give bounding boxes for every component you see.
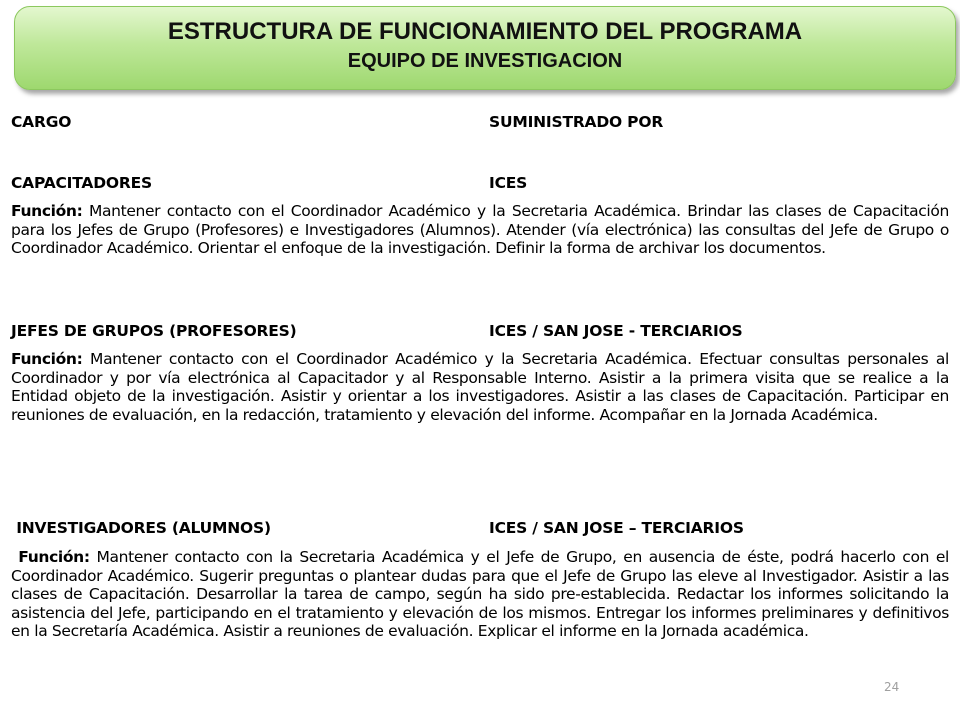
function-text: Mantener contacto con el Coordinador Académico y la Secretaria Académica. Brindar las clases de Capacitación para los Jefes de Grupo (Profesores) e Investigadores (Alumnos). Atender (vía electrónica) las consultas del Jefe de Grupo o Coordinador Académico. Orientar el enfoque de la investigación. Definir la forma de archivar los documentos. <box>11 202 949 257</box>
role-row-capacitadores <box>11 171 951 195</box>
role-row-jefes <box>11 319 951 343</box>
role-provider: ICES / SAN JOSE – TERCIARIOS <box>489 519 744 537</box>
function-text: Mantener contacto con el Coordinador Académico y la Secretaria Académica. Efectuar consultas personales al Coordinador y por vía electrónica al Capacitador y al Responsable Interno. Asistir a la primera visita que se realice a la Entidad objeto de la investigación. Asistir y orientar a los investigadores. Asistir a las clases de Capacitación. Participar en reuniones de evaluación, en la redacción, tratamiento y elevación del informe. Acompañar en la Jornada Académica. <box>11 350 949 424</box>
role-provider: ICES / SAN JOSE - TERCIARIOS <box>489 322 743 340</box>
suministrado-header: SUMINISTRADO POR <box>489 113 664 131</box>
function-label: Función: <box>11 350 83 368</box>
role-row-investigadores <box>11 516 951 540</box>
role-function-capacitadores <box>11 202 949 258</box>
cargo-header: CARGO <box>11 113 72 131</box>
function-label: Función: <box>11 548 90 566</box>
role-name: CAPACITADORES <box>11 174 152 192</box>
page-number: 24 <box>884 680 900 694</box>
title-banner <box>14 6 956 90</box>
role-function-investigadores <box>11 548 949 641</box>
role-function-jefes <box>11 350 949 424</box>
column-header-row <box>11 110 951 134</box>
role-name: INVESTIGADORES (ALUMNOS) <box>11 519 271 537</box>
role-provider: ICES <box>489 174 528 192</box>
slide-subtitle: EQUIPO DE INVESTIGACION <box>347 50 623 72</box>
function-label: Función: <box>11 202 83 220</box>
function-text: Mantener contacto con la Secretaria Académica y el Jefe de Grupo, en ausencia de éste, podrá hacerlo con el Coordinador Académico. Sugerir preguntas o plantear dudas para que el Jefe de Grupo las eleve al Investigador. Asistir a las clases de Capacitación. Desarrollar la tarea de campo, según ha sido pre-establecida. Redactar los informes solicitando la asistencia del Jefe, participando en el tratamiento y elevación de los mismos. Entregar los informes preliminares y definitivos en la Secretaría Académica. Asistir a reuniones de evaluación. Explicar el informe en la Jornada académica. <box>11 548 949 640</box>
slide-title: ESTRUCTURA DE FUNCIONAMIENTO DEL PROGRAMA <box>167 18 803 45</box>
role-name: JEFES DE GRUPOS (PROFESORES) <box>11 322 297 340</box>
